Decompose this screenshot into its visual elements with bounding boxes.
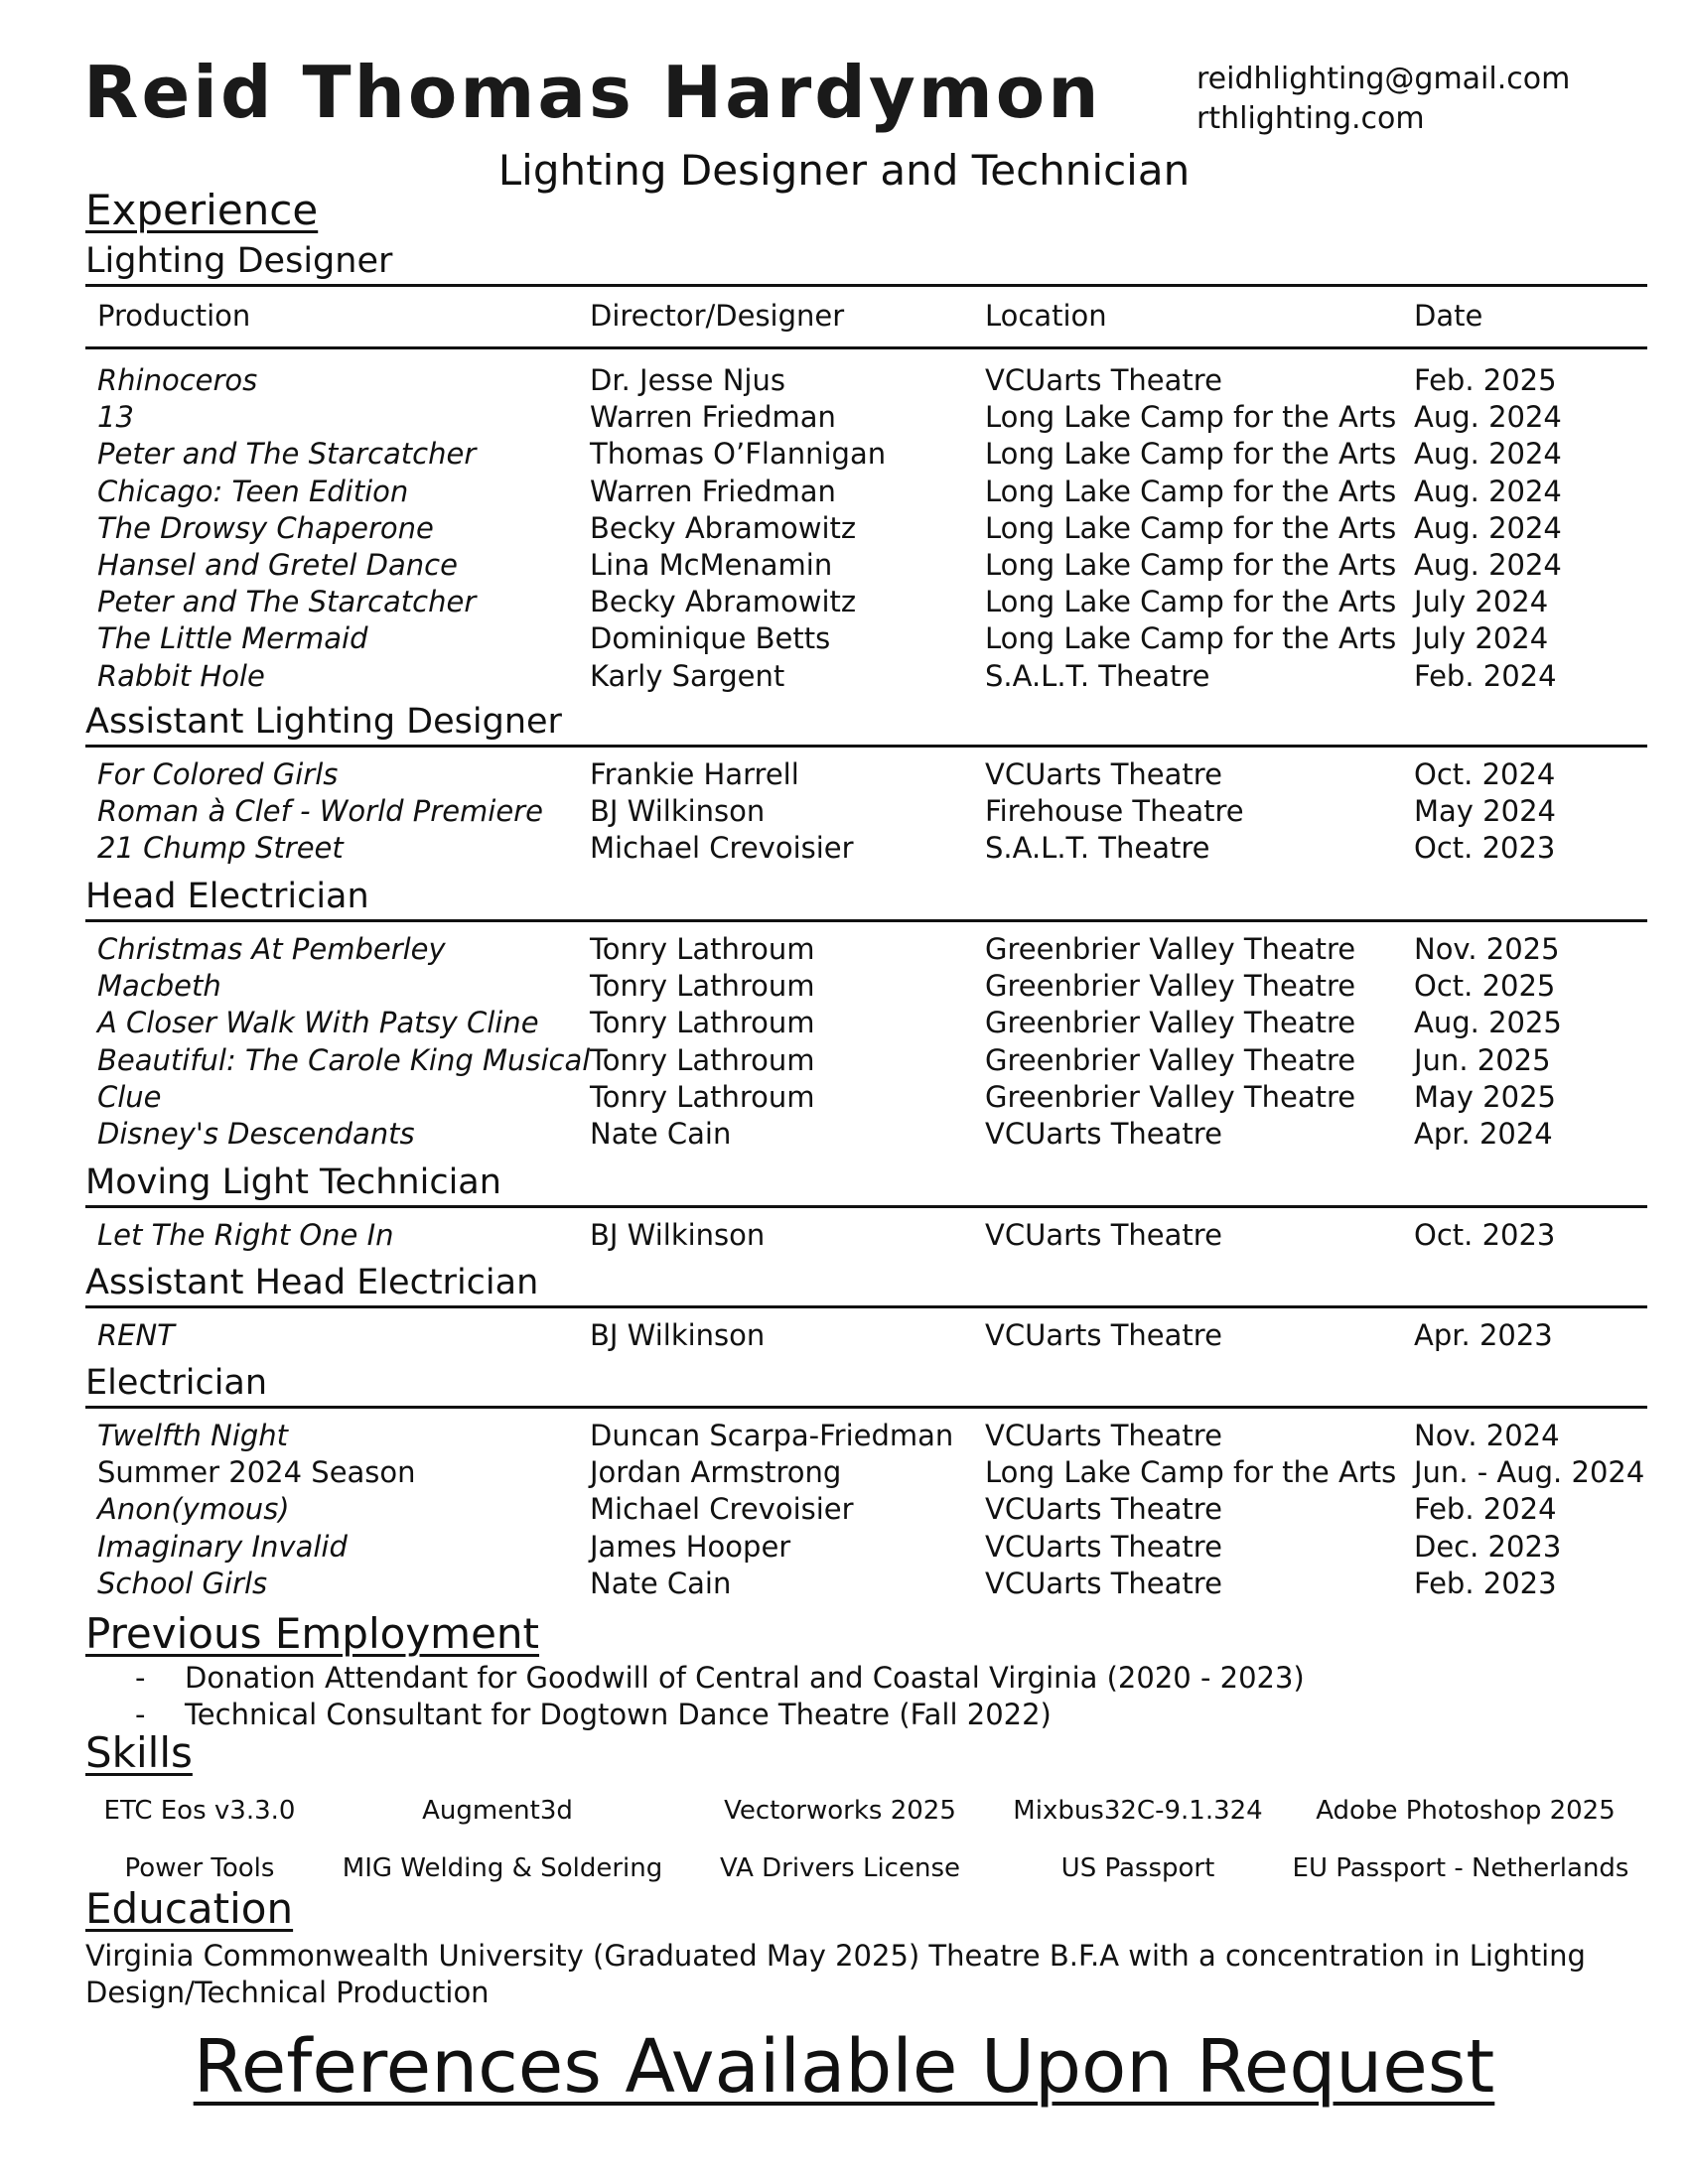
production-title: Peter and The Starcatcher (97, 585, 477, 619)
date: Oct. 2023 (1414, 831, 1556, 866)
section-divider (85, 1406, 1647, 1409)
employment-item: Technical Consultant for Dogtown Dance Theatre (Fall 2022) (185, 1698, 1052, 1731)
production-title: 13 (97, 400, 134, 435)
director-designer: Duncan Scarpa-Friedman (590, 1419, 954, 1452)
date: Feb. 2024 (1414, 1492, 1557, 1527)
website-address: rthlighting.com (1196, 101, 1425, 136)
date: Aug. 2024 (1414, 437, 1562, 472)
production-title: Let The Right One In (97, 1218, 394, 1252)
location: VCUarts Theatre (985, 1419, 1222, 1452)
date: Jun. - Aug. 2024 (1414, 1455, 1645, 1490)
location: Long Lake Camp for the Arts (985, 510, 1397, 545)
column-header-director: Director/Designer (590, 299, 845, 333)
date: May 2025 (1414, 1079, 1556, 1114)
director-designer: Michael Crevoisier (590, 1492, 854, 1527)
location: Long Lake Camp for the Arts (985, 621, 1397, 656)
production-title: Macbeth (97, 969, 221, 1004)
skill-item: ETC Eos v3.3.0 (103, 1796, 296, 1826)
production-title: Peter and The Starcatcher (97, 437, 477, 472)
email-address: reidhlighting@gmail.com (1196, 62, 1571, 96)
director-designer: Michael Crevoisier (590, 831, 854, 866)
moving-light-technician-heading: Moving Light Technician (85, 1162, 501, 1202)
location: Greenbrier Valley Theatre (985, 1006, 1356, 1040)
table-row (0, 1317, 1688, 1354)
location: VCUarts Theatre (985, 1492, 1222, 1527)
director-designer: Tonry Lathroum (590, 1006, 815, 1040)
table-row (0, 362, 1688, 399)
table-row (0, 1566, 1688, 1602)
date: Feb. 2023 (1414, 1566, 1557, 1600)
experience-heading: Experience (85, 186, 319, 234)
director-designer: Warren Friedman (590, 400, 836, 435)
column-header-location: Location (985, 299, 1107, 333)
skills-heading: Skills (85, 1728, 193, 1777)
production-title: Beautiful: The Carole King Musical (97, 1042, 591, 1077)
director-designer: Tonry Lathroum (590, 1042, 815, 1077)
director-designer: Becky Abramowitz (590, 510, 857, 545)
director-designer: Tonry Lathroum (590, 932, 815, 966)
skill-item: US Passport (1060, 1853, 1215, 1883)
table-row (0, 584, 1688, 620)
location: Long Lake Camp for the Arts (985, 474, 1397, 508)
table-row (0, 1454, 1688, 1491)
section-divider (85, 1205, 1647, 1208)
employment-item: Donation Attendant for Goodwill of Central and Coastal Virginia (2020 - 2023) (185, 1661, 1305, 1695)
date: Aug. 2025 (1414, 1006, 1562, 1040)
location: Long Lake Camp for the Arts (985, 585, 1397, 619)
table-row (0, 1491, 1688, 1528)
director-designer: Karly Sargent (590, 658, 785, 693)
date: Apr. 2023 (1414, 1318, 1553, 1352)
table-row (0, 756, 1688, 793)
location: VCUarts Theatre (985, 1318, 1222, 1352)
skill-item: Power Tools (124, 1853, 275, 1883)
assistant-head-electrician-heading: Assistant Head Electrician (85, 1263, 539, 1302)
column-header-production: Production (97, 299, 251, 333)
skill-item: VA Drivers License (719, 1853, 960, 1883)
location: VCUarts Theatre (985, 1117, 1222, 1151)
production-title: Roman à Clef - World Premiere (97, 794, 543, 829)
table-row (0, 474, 1688, 510)
production-title: Christmas At Pemberley (97, 932, 446, 966)
director-designer: Tonry Lathroum (590, 969, 815, 1004)
skill-item: MIG Welding & Soldering (342, 1853, 663, 1883)
production-title: Imaginary Invalid (97, 1529, 348, 1564)
electrician-heading: Electrician (85, 1363, 268, 1403)
director-designer: Nate Cain (590, 1566, 732, 1600)
table-row (0, 620, 1688, 657)
location: Long Lake Camp for the Arts (985, 1455, 1397, 1490)
location: Greenbrier Valley Theatre (985, 1042, 1356, 1077)
production-title: School Girls (97, 1566, 268, 1600)
table-row (0, 1217, 1688, 1254)
director-designer: Jordan Armstrong (590, 1455, 842, 1490)
location: Greenbrier Valley Theatre (985, 969, 1356, 1004)
director-designer: Frankie Harrell (590, 757, 799, 791)
director-designer: Thomas O’Flannigan (590, 437, 887, 472)
director-designer: Dominique Betts (590, 621, 831, 656)
location: S.A.L.T. Theatre (985, 658, 1210, 693)
production-title: Hansel and Gretel Dance (97, 548, 458, 582)
location: Long Lake Camp for the Arts (985, 548, 1397, 582)
date: Nov. 2024 (1414, 1419, 1560, 1452)
table-row (0, 1005, 1688, 1041)
date: Aug. 2024 (1414, 474, 1562, 508)
location: VCUarts Theatre (985, 1529, 1222, 1564)
date: Aug. 2024 (1414, 510, 1562, 545)
table-row (0, 793, 1688, 830)
table-row (0, 658, 1688, 695)
date: Feb. 2025 (1414, 363, 1557, 397)
location: Long Lake Camp for the Arts (985, 437, 1397, 472)
table-row (0, 510, 1688, 547)
table-row (0, 968, 1688, 1005)
production-title: RENT (97, 1318, 175, 1352)
production-title: Anon(ymous) (97, 1492, 290, 1527)
production-title: The Little Mermaid (97, 621, 368, 656)
production-title: A Closer Walk With Patsy Cline (97, 1006, 539, 1040)
director-designer: Dr. Jesse Njus (590, 363, 785, 397)
director-designer: BJ Wilkinson (590, 1318, 766, 1352)
table-row (0, 1042, 1688, 1079)
production-title: Twelfth Night (97, 1419, 289, 1452)
production-title: The Drowsy Chaperone (97, 510, 434, 545)
table-row (0, 931, 1688, 968)
location: S.A.L.T. Theatre (985, 831, 1210, 866)
table-row (0, 1079, 1688, 1116)
location: Greenbrier Valley Theatre (985, 932, 1356, 966)
production-title: Summer 2024 Season (97, 1455, 416, 1490)
date: July 2024 (1414, 585, 1549, 619)
previous-employment-heading: Previous Employment (85, 1609, 540, 1658)
location: Long Lake Camp for the Arts (985, 400, 1397, 435)
date: Oct. 2024 (1414, 757, 1556, 791)
table-row (0, 1418, 1688, 1454)
location: VCUarts Theatre (985, 1566, 1222, 1600)
director-designer: BJ Wilkinson (590, 1218, 766, 1252)
header-divider (85, 346, 1647, 349)
skill-item: Vectorworks 2025 (724, 1796, 956, 1826)
applicant-name: Reid Thomas Hardymon (83, 51, 1102, 134)
table-row (0, 830, 1688, 867)
director-designer: Nate Cain (590, 1117, 732, 1151)
table-row (0, 1529, 1688, 1566)
column-header-date: Date (1414, 299, 1483, 333)
production-title: Rabbit Hole (97, 658, 265, 693)
production-title: Clue (97, 1079, 162, 1114)
date: Feb. 2024 (1414, 658, 1557, 693)
head-electrician-heading: Head Electrician (85, 877, 369, 916)
lighting-designer-heading: Lighting Designer (85, 241, 393, 281)
date: May 2024 (1414, 794, 1556, 829)
director-designer: Tonry Lathroum (590, 1079, 815, 1114)
director-designer: BJ Wilkinson (590, 794, 766, 829)
assistant-lighting-designer-heading: Assistant Lighting Designer (85, 702, 562, 742)
date: Apr. 2024 (1414, 1117, 1553, 1151)
skill-item: Mixbus32C-9.1.324 (1013, 1796, 1263, 1826)
table-row (0, 1116, 1688, 1153)
skill-item: Augment3d (422, 1796, 573, 1826)
skill-item: Adobe Photoshop 2025 (1316, 1796, 1616, 1826)
date: Nov. 2025 (1414, 932, 1560, 966)
production-title: Disney's Descendants (97, 1117, 415, 1151)
location: VCUarts Theatre (985, 757, 1222, 791)
date: Oct. 2023 (1414, 1218, 1556, 1252)
location: VCUarts Theatre (985, 1218, 1222, 1252)
date: Dec. 2023 (1414, 1529, 1562, 1564)
date: Aug. 2024 (1414, 400, 1562, 435)
table-row (0, 547, 1688, 584)
production-title: For Colored Girls (97, 757, 339, 791)
date: July 2024 (1414, 621, 1549, 656)
section-divider (85, 745, 1647, 748)
professional-title-text: Lighting Designer and Technician (497, 146, 1191, 195)
location: Firehouse Theatre (985, 794, 1244, 829)
location: VCUarts Theatre (985, 363, 1222, 397)
bullet-dash: - (135, 1698, 146, 1731)
director-designer: Lina McMenamin (590, 548, 833, 582)
education-text: Virginia Commonwealth University (Graduated May 2025) Theatre B.F.A with a concentration in Lighting Design/Technical Production (85, 1939, 1586, 2009)
director-designer: Becky Abramowitz (590, 585, 857, 619)
section-divider (85, 1305, 1647, 1308)
section-divider (85, 919, 1647, 922)
skill-item: EU Passport - Netherlands (1292, 1853, 1629, 1883)
table-row (0, 436, 1688, 473)
director-designer: Warren Friedman (590, 474, 836, 508)
director-designer: James Hooper (590, 1529, 791, 1564)
production-title: 21 Chump Street (97, 831, 344, 866)
date: Oct. 2025 (1414, 969, 1556, 1004)
production-title: Rhinoceros (97, 363, 258, 397)
contact-info (1196, 60, 1570, 139)
references-note (0, 2020, 1688, 2114)
location: Greenbrier Valley Theatre (985, 1079, 1356, 1114)
table-row (0, 399, 1688, 436)
references-text: References Available Upon Request (193, 2024, 1495, 2110)
education-heading: Education (85, 1884, 294, 1933)
production-title: Chicago: Teen Edition (97, 474, 409, 508)
section-divider (85, 284, 1647, 287)
date: Aug. 2024 (1414, 548, 1562, 582)
date: Jun. 2025 (1414, 1042, 1551, 1077)
bullet-dash: - (135, 1661, 146, 1695)
